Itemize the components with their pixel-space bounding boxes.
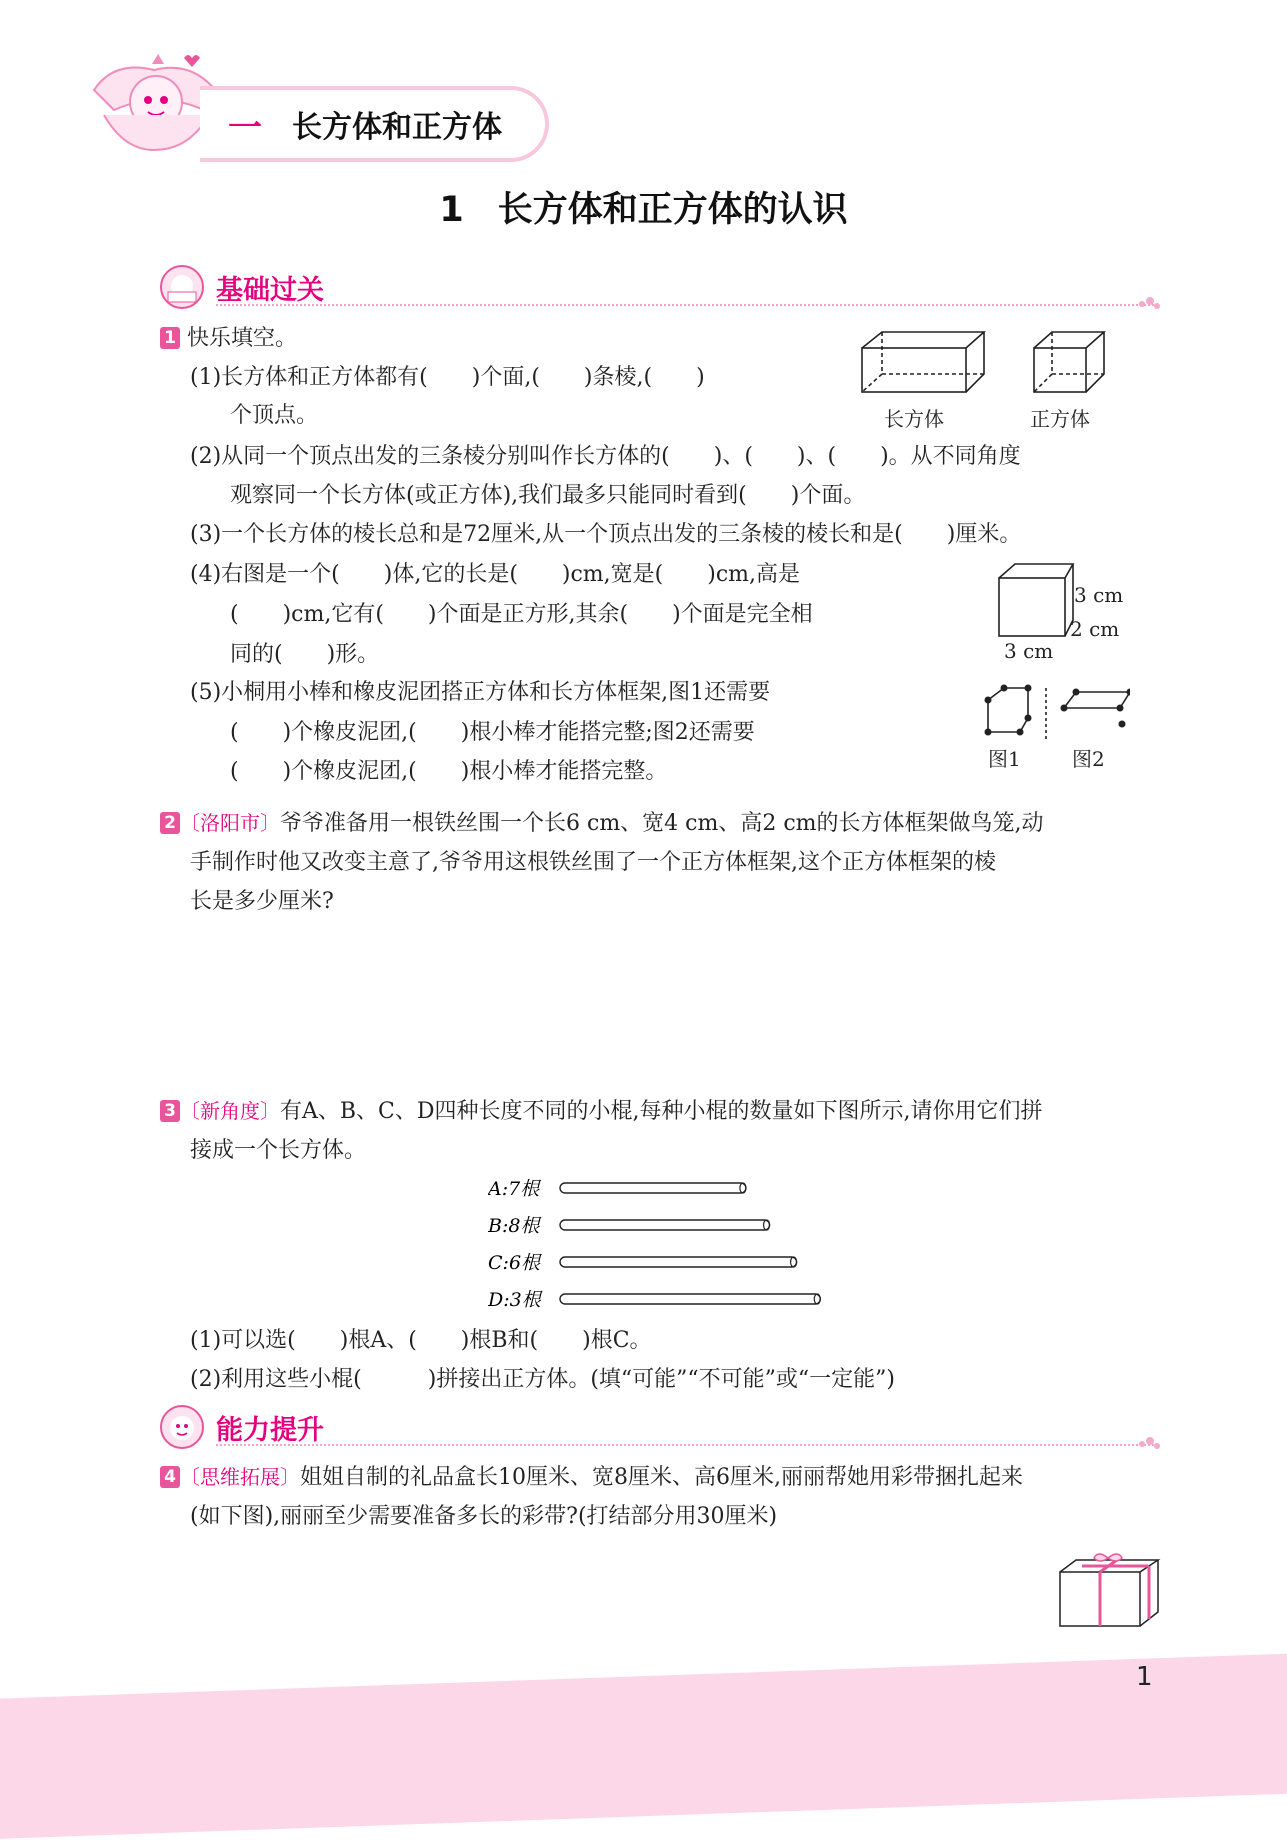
q3-sub2: (2)利用这些小棍( )拼接出正方体。(填“可能”“不可能”或“一定能”) <box>190 1367 895 1392</box>
q2-line1 <box>160 808 1044 839</box>
section-divider <box>216 1444 1158 1446</box>
figure-label-1: 图1 <box>988 747 1021 771</box>
q1-p2-line1: (2)从同一个顶点出发的三条棱分别叫作长方体的( )、( )、( )。从不同角度 <box>190 444 1021 469</box>
decorative-dots-icon <box>1138 296 1160 312</box>
lesson-title-text: 长方体和正方体的认识 <box>497 190 848 230</box>
q1-p5-line2: ( )个橡皮泥团,( )根小棒才能搭完整;图2还需要 <box>230 720 755 745</box>
q2-number-badge: 2 <box>160 812 180 834</box>
q4-text-line1: 姐姐自制的礼品盒长10厘米、宽8厘米、高6厘米,丽丽帮她用彩带捆扎起来 <box>300 1465 1023 1490</box>
q3-tag: 〔新角度〕 <box>180 1099 280 1123</box>
footer-band <box>0 1651 1287 1840</box>
figure-label-cube: 正方体 <box>1030 407 1090 431</box>
chapter-title: 长方体和正方体 <box>292 110 502 145</box>
q1-p2-line2: 观察同一个长方体(或正方体),我们最多只能同时看到( )个面。 <box>230 483 866 508</box>
dimensioned-cuboid-figure <box>995 560 1075 640</box>
dimension-height: 3 cm <box>1074 583 1124 607</box>
frame-figures <box>980 684 1130 746</box>
q1-p1-line2: 个顶点。 <box>230 403 319 428</box>
stick-bar <box>560 1294 820 1304</box>
lesson-title <box>0 182 1287 232</box>
section-title-basic: 基础过关 <box>216 275 324 306</box>
q1-number-badge: 1 <box>160 327 180 349</box>
q2-line3: 长是多少厘米? <box>190 889 334 914</box>
q1-p5-line3: ( )个橡皮泥团,( )根小棒才能搭完整。 <box>230 759 668 784</box>
figure-label-2: 图2 <box>1072 747 1105 771</box>
stick-label: B:8根 <box>488 1215 540 1237</box>
q1-title-line <box>160 324 297 354</box>
q1-p4-line1: (4)右图是一个( )体,它的长是( )cm,宽是( )cm,高是 <box>190 562 801 587</box>
dimension-length: 3 cm <box>1004 639 1054 663</box>
q4-line2: (如下图),丽丽至少需要准备多长的彩带?(打结部分用30厘米) <box>190 1504 778 1529</box>
q1-p4-line3: 同的( )形。 <box>230 642 380 667</box>
cuboid-cube-figure <box>860 328 1120 394</box>
sticks-figure <box>488 1174 908 1324</box>
lesson-number: 1 <box>439 190 464 230</box>
q4-tag: 〔思维拓展〕 <box>180 1465 300 1489</box>
stick-bar <box>560 1220 770 1230</box>
section-title-advanced: 能力提升 <box>216 1415 324 1446</box>
chapter-number: 一 <box>228 108 262 148</box>
decorative-dots-icon <box>1138 1436 1160 1452</box>
page-number: 1 <box>1136 1662 1153 1692</box>
q4-line1 <box>160 1462 1023 1493</box>
section-divider <box>216 304 1158 306</box>
student-avatar-icon <box>158 264 206 310</box>
section-header-basic <box>158 264 1158 312</box>
q1-title: 快乐填空。 <box>187 326 298 351</box>
q3-number-badge: 3 <box>160 1100 180 1122</box>
dimension-width: 2 cm <box>1070 617 1120 641</box>
stick-bar <box>560 1257 797 1267</box>
stick-label: A:7根 <box>488 1178 540 1200</box>
q1-p3-line1: (3)一个长方体的棱长总和是72厘米,从一个顶点出发的三条棱的棱长和是( )厘米。 <box>190 522 1022 547</box>
thinking-avatar-icon <box>158 1404 206 1450</box>
q1-p5-line1: (5)小桐用小棒和橡皮泥团搭正方体和长方体框架,图1还需要 <box>190 680 771 705</box>
stick-label: D:3根 <box>488 1289 541 1311</box>
q3-line2: 接成一个长方体。 <box>190 1138 367 1163</box>
q3-sub1: (1)可以选( )根A、( )根B和( )根C。 <box>190 1328 652 1353</box>
q2-text-line1: 爷爷准备用一根铁丝围一个长6 cm、宽4 cm、高2 cm的长方体框架做鸟笼,动 <box>280 811 1044 836</box>
q2-tag: 〔洛阳市〕 <box>180 811 280 835</box>
q3-text-line1: 有A、B、C、D四种长度不同的小棍,每种小棍的数量如下图所示,请你用它们拼 <box>280 1099 1043 1124</box>
q1-p4-line2: ( )cm,它有( )个面是正方形,其余( )个面是完全相 <box>230 602 813 627</box>
q2-line2: 手制作时他又改变主意了,爷爷用这根铁丝围了一个正方体框架,这个正方体框架的棱 <box>190 850 996 875</box>
q1-p1-line1: (1)长方体和正方体都有( )个面,( )条棱,( ) <box>190 365 705 390</box>
stick-bar <box>560 1183 746 1193</box>
gift-box-icon <box>1056 1552 1162 1628</box>
figure-label-cuboid: 长方体 <box>884 407 944 431</box>
q4-number-badge: 4 <box>160 1466 180 1488</box>
q3-line1 <box>160 1096 1043 1127</box>
sticks-svg <box>488 1174 908 1324</box>
stick-label: C:6根 <box>488 1252 541 1274</box>
section-header-advanced <box>158 1404 1158 1452</box>
